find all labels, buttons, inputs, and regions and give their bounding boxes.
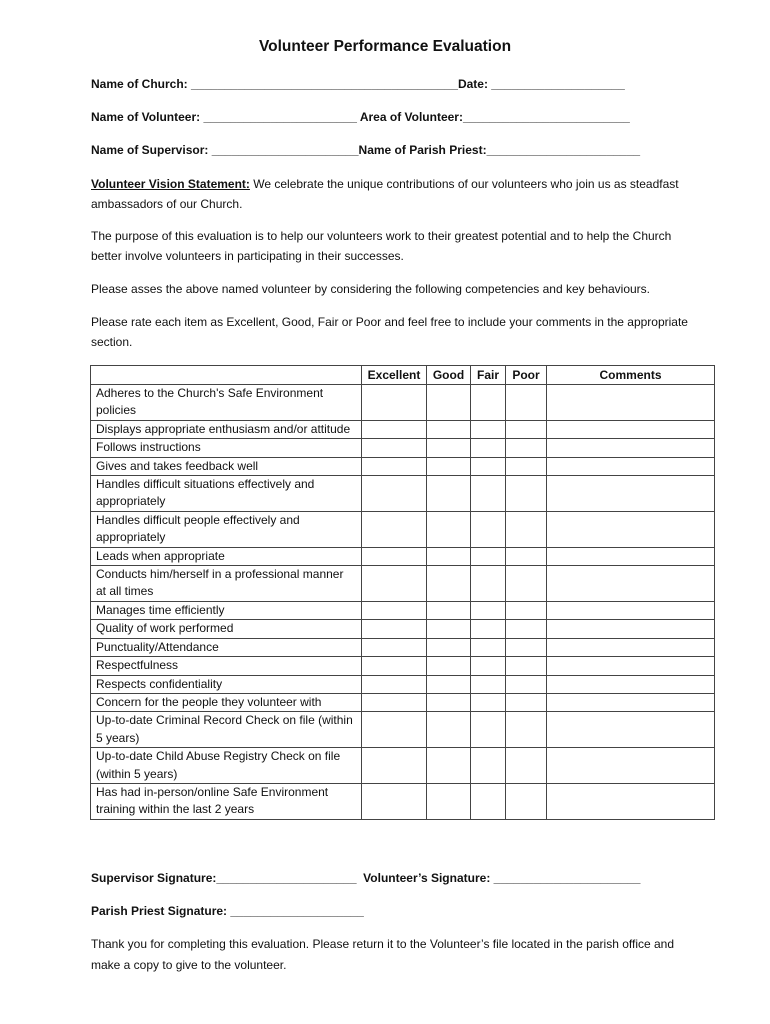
comments-rating-cell[interactable]: [547, 638, 715, 656]
good-rating-cell[interactable]: [427, 457, 471, 475]
excellent-rating-cell[interactable]: [362, 783, 427, 819]
fair-rating-cell[interactable]: [471, 657, 506, 675]
table-row: [91, 748, 715, 784]
fair-rating-cell[interactable]: [471, 620, 506, 638]
fair-rating-cell[interactable]: [471, 566, 506, 602]
competency-label: Punctuality/Attendance: [91, 638, 362, 656]
comments-rating-cell[interactable]: [547, 657, 715, 675]
competency-label: Handles difficult situations effectively and appropriately: [91, 476, 362, 512]
evaluation-table: [90, 365, 715, 820]
comments-rating-cell[interactable]: [547, 748, 715, 784]
comments-rating-cell[interactable]: [547, 547, 715, 565]
poor-rating-cell[interactable]: [506, 693, 547, 711]
fair-rating-cell[interactable]: [471, 439, 506, 457]
excellent-rating-cell[interactable]: [362, 476, 427, 512]
excellent-rating-cell[interactable]: [362, 638, 427, 656]
table-body: [91, 385, 715, 820]
competency-label: Up-to-date Criminal Record Check on file (within 5 years): [91, 712, 362, 748]
table-row: [91, 601, 715, 619]
poor-rating-cell[interactable]: [506, 783, 547, 819]
good-rating-cell[interactable]: [427, 420, 471, 438]
competency-label: Manages time efficiently: [91, 601, 362, 619]
poor-rating-cell[interactable]: [506, 620, 547, 638]
poor-rating-cell[interactable]: [506, 748, 547, 784]
fair-rating-cell[interactable]: [471, 693, 506, 711]
competency-label: Has had in-person/online Safe Environment training within the last 2 years: [91, 783, 362, 819]
vision-statement: [91, 174, 691, 214]
excellent-rating-cell[interactable]: [362, 566, 427, 602]
excellent-rating-cell[interactable]: [362, 457, 427, 475]
competency-label: Respects confidentiality: [91, 675, 362, 693]
good-rating-cell[interactable]: [427, 693, 471, 711]
competency-label: Concern for the people they volunteer with: [91, 693, 362, 711]
competency-label: Respectfulness: [91, 657, 362, 675]
table-row: [91, 547, 715, 565]
excellent-rating-cell[interactable]: [362, 511, 427, 547]
closing-paragraph: Thank you for completing this evaluation. Please return it to the Volunteer’s file located in the parish office and make a copy to give to the volunteer.: [91, 937, 675, 972]
competency-label: Follows instructions: [91, 439, 362, 457]
excellent-rating-cell[interactable]: [362, 748, 427, 784]
good-rating-cell[interactable]: [427, 638, 471, 656]
comments-rating-cell[interactable]: [547, 511, 715, 547]
supervisor-priest-field[interactable]: Name of Supervisor: ______________________Name of Parish Priest:_______________________: [91, 143, 641, 157]
poor-rating-cell[interactable]: [506, 566, 547, 602]
excellent-rating-cell[interactable]: [362, 675, 427, 693]
comments-rating-cell[interactable]: [547, 712, 715, 748]
competency-label: Conducts him/herself in a professional manner at all times: [91, 566, 362, 602]
table-row: [91, 783, 715, 819]
good-rating-cell[interactable]: [427, 748, 471, 784]
comments-rating-cell[interactable]: [547, 476, 715, 512]
header-fair: Fair: [471, 366, 506, 385]
comments-rating-cell[interactable]: [547, 566, 715, 602]
comments-rating-cell[interactable]: [547, 675, 715, 693]
poor-rating-cell[interactable]: [506, 712, 547, 748]
fair-rating-cell[interactable]: [471, 385, 506, 421]
good-rating-cell[interactable]: [427, 476, 471, 512]
table-row: [91, 420, 715, 438]
poor-rating-cell[interactable]: [506, 385, 547, 421]
competency-label: Gives and takes feedback well: [91, 457, 362, 475]
table-row: [91, 638, 715, 656]
header-excellent: Excellent: [362, 366, 427, 385]
poor-rating-cell[interactable]: [506, 547, 547, 565]
table-row: [91, 675, 715, 693]
vision-statement-text: We celebrate the unique contributions of our volunteers who join us as steadfast ambassadors of our Church.: [91, 177, 679, 211]
good-rating-cell[interactable]: [427, 783, 471, 819]
excellent-rating-cell[interactable]: [362, 693, 427, 711]
good-rating-cell[interactable]: [427, 657, 471, 675]
table-row: [91, 657, 715, 675]
poor-rating-cell[interactable]: [506, 675, 547, 693]
fair-rating-cell[interactable]: [471, 601, 506, 619]
competency-label: Quality of work performed: [91, 620, 362, 638]
excellent-rating-cell[interactable]: [362, 712, 427, 748]
signature-line-2[interactable]: Parish Priest Signature: ____________________: [91, 904, 364, 918]
vision-statement-label: Volunteer Vision Statement:: [91, 177, 250, 191]
good-rating-cell[interactable]: [427, 566, 471, 602]
poor-rating-cell[interactable]: [506, 511, 547, 547]
competency-label: Leads when appropriate: [91, 547, 362, 565]
table-row: [91, 566, 715, 602]
fair-rating-cell[interactable]: [471, 547, 506, 565]
comments-rating-cell[interactable]: [547, 457, 715, 475]
poor-rating-cell[interactable]: [506, 457, 547, 475]
fair-rating-cell[interactable]: [471, 783, 506, 819]
form-title: Volunteer Performance Evaluation: [258, 38, 512, 55]
poor-rating-cell[interactable]: [506, 420, 547, 438]
competency-label: Adheres to the Church's Safe Environment policies: [91, 385, 362, 421]
good-rating-cell[interactable]: [427, 385, 471, 421]
header-poor: Poor: [506, 366, 547, 385]
purpose-paragraph: The purpose of this evaluation is to help our volunteers work to their greatest potential and to help the Church better involve volunteers in participating in their successes.: [91, 229, 672, 263]
competency-label: Up-to-date Child Abuse Registry Check on file (within 5 years): [91, 748, 362, 784]
fair-rating-cell[interactable]: [471, 511, 506, 547]
comments-rating-cell[interactable]: [547, 693, 715, 711]
poor-rating-cell[interactable]: [506, 476, 547, 512]
competency-label: Displays appropriate enthusiasm and/or attitude: [91, 420, 362, 438]
rate-paragraph: Please rate each item as Excellent, Good, Fair or Poor and feel free to include your comments in the appropriate section.: [91, 315, 688, 349]
comments-rating-cell[interactable]: [547, 385, 715, 421]
excellent-rating-cell[interactable]: [362, 657, 427, 675]
church-date-field[interactable]: Name of Church: ________________________________________Date: ____________________: [91, 77, 625, 91]
volunteer-area-field[interactable]: Name of Volunteer: _______________________ Area of Volunteer:_________________________: [91, 110, 630, 124]
fair-rating-cell[interactable]: [471, 748, 506, 784]
excellent-rating-cell[interactable]: [362, 620, 427, 638]
excellent-rating-cell[interactable]: [362, 439, 427, 457]
header-item: [91, 366, 362, 385]
poor-rating-cell[interactable]: [506, 657, 547, 675]
header-comments: Comments: [547, 366, 715, 385]
table-row: [91, 385, 715, 421]
excellent-rating-cell[interactable]: [362, 420, 427, 438]
excellent-rating-cell[interactable]: [362, 547, 427, 565]
table-row: [91, 457, 715, 475]
fair-rating-cell[interactable]: [471, 712, 506, 748]
header-good: Good: [427, 366, 471, 385]
excellent-rating-cell[interactable]: [362, 601, 427, 619]
comments-rating-cell[interactable]: [547, 439, 715, 457]
table-row: [91, 439, 715, 457]
fair-rating-cell[interactable]: [471, 457, 506, 475]
poor-rating-cell[interactable]: [506, 638, 547, 656]
competency-label: Handles difficult people effectively and appropriately: [91, 511, 362, 547]
fair-rating-cell[interactable]: [471, 476, 506, 512]
good-rating-cell[interactable]: [427, 601, 471, 619]
good-rating-cell[interactable]: [427, 712, 471, 748]
good-rating-cell[interactable]: [427, 511, 471, 547]
poor-rating-cell[interactable]: [506, 439, 547, 457]
good-rating-cell[interactable]: [427, 620, 471, 638]
good-rating-cell[interactable]: [427, 439, 471, 457]
good-rating-cell[interactable]: [427, 547, 471, 565]
table-row: [91, 476, 715, 512]
table-row: [91, 511, 715, 547]
fair-rating-cell[interactable]: [471, 638, 506, 656]
good-rating-cell[interactable]: [427, 675, 471, 693]
signature-line-1[interactable]: Supervisor Signature:_____________________ Volunteer’s Signature: ______________________: [91, 871, 641, 885]
fair-rating-cell[interactable]: [471, 675, 506, 693]
comments-rating-cell[interactable]: [547, 783, 715, 819]
comments-rating-cell[interactable]: [547, 601, 715, 619]
comments-rating-cell[interactable]: [547, 420, 715, 438]
table-row: [91, 693, 715, 711]
table-header-row: [91, 366, 715, 385]
comments-rating-cell[interactable]: [547, 620, 715, 638]
fair-rating-cell[interactable]: [471, 420, 506, 438]
excellent-rating-cell[interactable]: [362, 385, 427, 421]
poor-rating-cell[interactable]: [506, 601, 547, 619]
table-row: [91, 712, 715, 748]
assess-paragraph: Please asses the above named volunteer by considering the following competencies and key behaviours.: [91, 282, 651, 296]
table-row: [91, 620, 715, 638]
